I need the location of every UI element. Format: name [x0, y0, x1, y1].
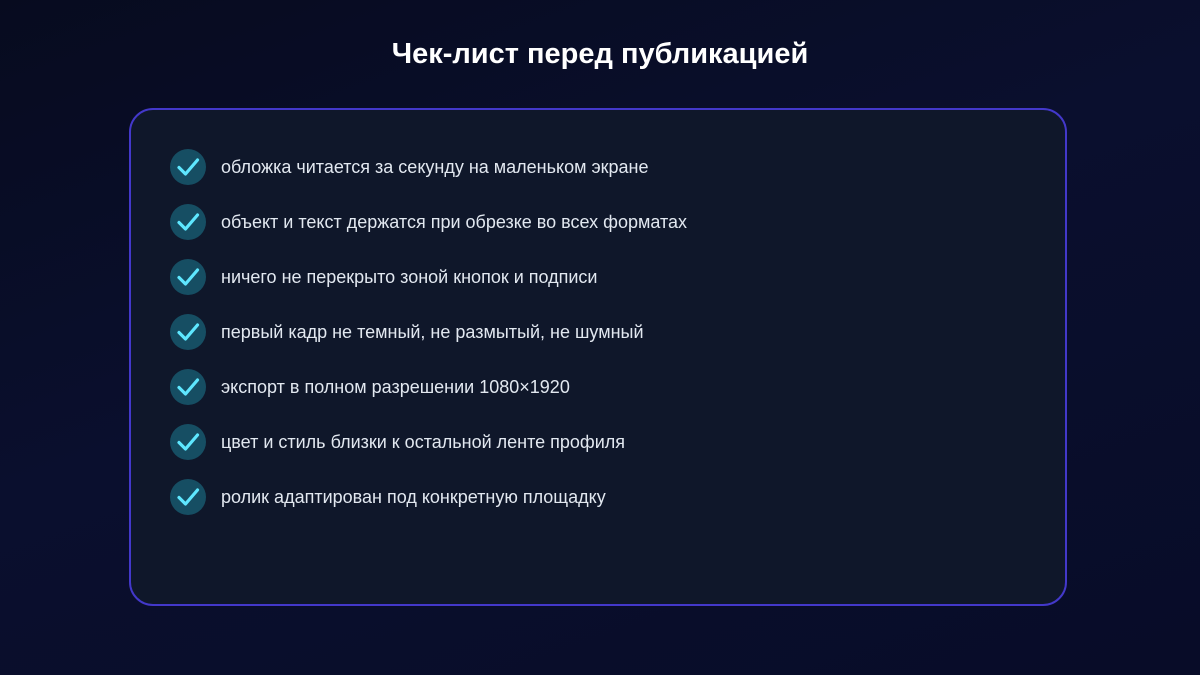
checklist — [170, 149, 687, 534]
check-icon — [170, 149, 206, 185]
checklist-item — [170, 369, 687, 405]
checklist-card — [129, 108, 1067, 606]
checklist-item-label: ролик адаптирован под конкретную площадку — [221, 486, 606, 507]
check-icon — [170, 479, 206, 515]
checklist-item — [170, 424, 687, 460]
checklist-item — [170, 259, 687, 295]
page-title: Чек-лист перед публикацией — [391, 38, 809, 70]
check-icon — [170, 369, 206, 405]
checklist-item-label: экспорт в полном разрешении 1080×1920 — [221, 376, 570, 397]
checklist-item-label: обложка читается за секунду на маленьком экране — [221, 156, 649, 177]
check-icon — [170, 204, 206, 240]
checklist-item-label: ничего не перекрыто зоной кнопок и подписи — [221, 266, 598, 287]
check-icon — [170, 259, 206, 295]
check-icon — [170, 314, 206, 350]
checklist-item — [170, 204, 687, 240]
checklist-item-label: цвет и стиль близки к остальной ленте профиля — [221, 431, 626, 452]
checklist-item — [170, 479, 687, 515]
checklist-item-label: объект и текст держатся при обрезке во всех форматах — [221, 211, 688, 232]
checklist-item — [170, 314, 687, 350]
checklist-item-label: первый кадр не темный, не размытый, не шумный — [221, 321, 644, 342]
checklist-item — [170, 149, 687, 185]
check-icon — [170, 424, 206, 460]
